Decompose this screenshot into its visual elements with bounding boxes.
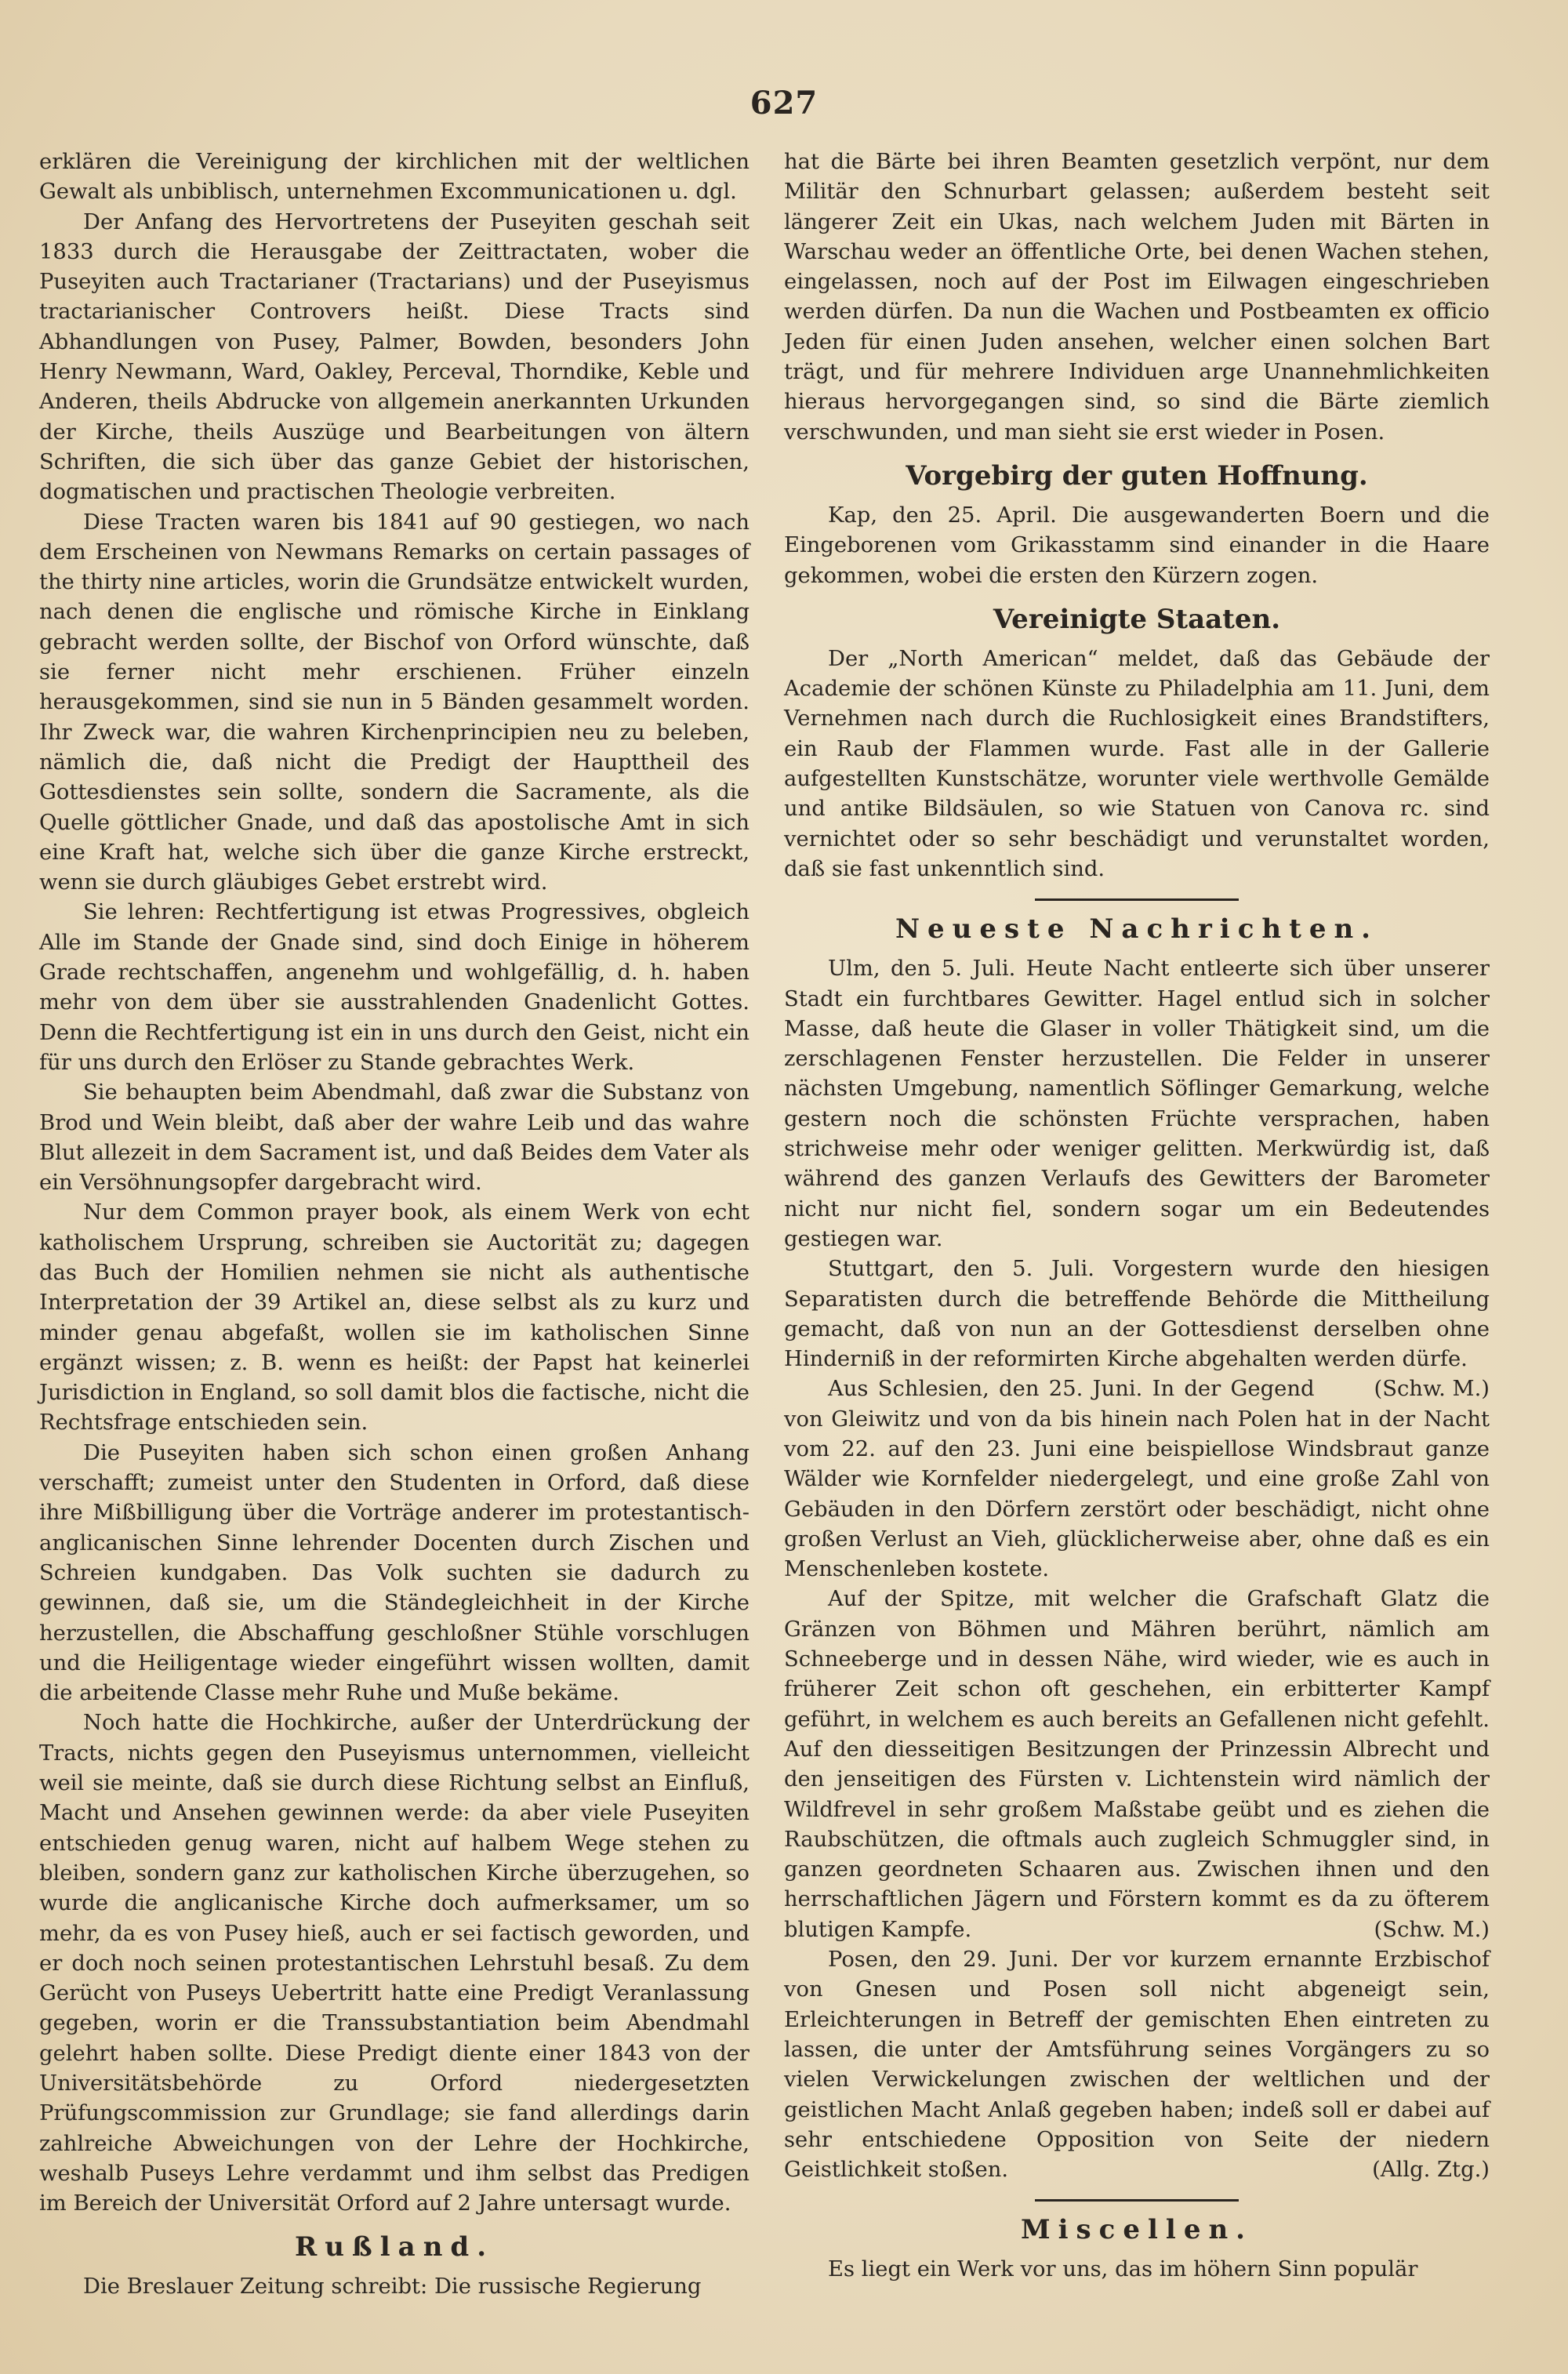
posen-text: Posen, den 29. Juni. Der vor kurzem ernannte Erzbischof von Gnesen und Posen soll nicht abgeneigt sein, Erleichterungen in Betreff der gemischten Ehen eintreten zu lassen, die unter der Amtsführung seines Vorgängers zu so vielen Verwickelungen zwischen der weltlichen und der geistlichen Macht Anlaß gegeben haben; indeß soll er dabei auf sehr entschiedene Opposition von Seite der niedern Geistlichkeit stoßen. — [784, 1947, 1490, 2183]
posen-source: (Allg. Ztg.) — [1372, 2158, 1490, 2183]
right-column — [784, 147, 1490, 2285]
glatz-text: Auf der Spitze, mit welcher die Grafschaft Glatz die Gränzen von Böhmen und Mähren berührt, nämlich am Schneeberge und in dessen Nähe, wird wieder, wie es auch in früherer Zeit schon oft geschehen, ein erbitterter Kampf geführt, in welchem es auch bereits an Gefallenen nicht gefehlt. Auf den diesseitigen Besitzungen der Prinzessin Albrecht und den jenseitigen des Fürsten v. Lichtenstein wird nämlich der Wildfrevel in sehr großem Maßstabe geübt und es ziehen die Raubschützen, die oftmals auch zugleich Schmuggler sind, in ganzen geordneten Schaaren aus. Zwischen ihnen und den herrschaftlichen Jägern und Förstern kommt es da zu öfterem blutigen Kampfe. — [784, 1587, 1490, 1942]
left-paragraph-2: Der Anfang des Hervortretens der Puseyiten geschah seit 1833 durch die Herausgabe der Zeittractaten, wober die Puseyiten auch Tractarianer (Tractarians) und der Puseyismus tractarianischer Controvers heißt. Diese Tracts sind Abhandlungen von Pusey, Palmer, Bowden, besonders John Henry Newmann, Ward, Oakley, Perceval, Thorndike, Keble und Anderen, theils Abdrucke von allgemein anerkannten Urkunden der Kirche, theils Auszüge und Bearbeitungen von ältern Schriften, die sich über das ganze Gebiet der historischen, dogmatischen und practischen Theologie verbreiten. — [39, 209, 750, 505]
heading-miscellen: Miscellen. — [1020, 2214, 1254, 2246]
section-divider-2 — [1035, 2199, 1239, 2202]
stuttgart-paragraph — [784, 1254, 1490, 1402]
heading-russland: Rußland. — [294, 2231, 495, 2263]
left-paragraph-1: erklären die Vereinigung der kirchlichen mit der weltlichen Gewalt als unbiblisch, unternehmen Excommunicationen u. dgl. — [39, 150, 750, 205]
heading-vereinigte-staaten: Vereinigte Staaten. — [993, 603, 1281, 635]
page-number: 627 — [750, 85, 818, 122]
posen-paragraph — [784, 1945, 1490, 2185]
left-paragraph-7: Die Puseyiten haben sich schon einen großen Anhang verschafft; zumeist unter den Studenten in Orford, daß diese ihre Mißbilligung über die Vorträge anderer im protestantisch-anglicanischen Sinne lehrender Docenten durch Zischen und Schreien kundgaben. Das Volk suchten sie dadurch zu gewinnen, daß sie, um die Ständegleichheit in der Kirche herzustellen, die Abschaffung geschloßner Stühle vorschlugen und die Heiligentage wieder eingeführt wissen wollten, damit die arbeitende Classe mehr Ruhe und Muße bekäme. — [39, 1440, 750, 1706]
russland-paragraph: Die Breslauer Zeitung schreibt: Die russische Regierung — [83, 2274, 702, 2300]
miscellen-paragraph: Es liegt ein Werk vor uns, das im höhern Sinn populär — [828, 2257, 1418, 2282]
left-paragraph-3: Diese Tracten waren bis 1841 auf 90 gestiegen, wo nach dem Erscheinen von Newmans Remarks on certain passages of the thirty nine articles, worin die Grundsätze entwickelt wurden, nach denen die englische und römische Kirche in Einklang gebracht werden sollte, der Bischof von Orford wünschte, daß sie ferner nicht mehr erschienen. Früher einzeln herausgekommen, sind sie nun in 5 Bänden gesammelt worden. Ihr Zweck war, die wahren Kirchenprincipien neu zu beleben, nämlich die, daß nicht die Predigt der Haupttheil des Gottesdienstes sein sollte, sondern die Sacramente, als die Quelle göttlicher Gnade, und daß das apostolische Amt in sich eine Kraft hat, welche sich über die ganze Kirche erstreckt, wenn sie durch gläubiges Gebet erstrebt wird. — [39, 510, 750, 895]
glatz-paragraph — [784, 1584, 1490, 1945]
stuttgart-text: Stuttgart, den 5. Juli. Vorgestern wurde den hiesigen Separatisten durch die betreffende Behörde die Mittheilung gemacht, daß von nun an der Gottesdienst derselben ohne Hinderniß in der reformirten Kirche abgehalten werden dürfe. — [784, 1257, 1490, 1372]
schlesien-paragraph: Aus Schlesien, den 25. Juni. In der Gegend von Gleiwitz und von da bis hinein nach Polen hat in der Nacht vom 22. auf den 23. Juni eine beispiellose Windsbraut ganze Wälder wie Kornfelder niedergelegt, und eine große Zahl von Gebäuden in den Dörfern zerstört oder beschädigt, nicht ohne großen Verlust an Vieh, glücklicherweise aber, ohne daß es ein Menschenleben kostete. — [784, 1377, 1490, 1582]
left-paragraph-6: Nur dem Common prayer book, als einem Werk von echt katholischem Ursprung, schreiben sie Auctorität zu; dagegen das Buch der Homilien nehmen sie nicht als authentische Interpretation der 39 Artikel an, diese selbst als zu kurz und minder genau abgefaßt, wollen sie im katholischen Sinne ergänzt wissen; z. B. wenn es heißt: der Papst hat keinerlei Jurisdiction in England, so soll damit blos die factische, nicht die Rechtsfrage entschieden sein. — [39, 1200, 750, 1436]
heading-neueste-nachrichten: Neueste Nachrichten. — [895, 913, 1379, 946]
stuttgart-source: (Schw. M.) — [1374, 1377, 1490, 1402]
left-column — [39, 147, 750, 2303]
russland-continued: hat die Bärte bei ihren Beamten gesetzlich verpönt, nur dem Militär den Schnurbart gelassen; außerdem besteht seit längerer Zeit ein Ukas, nach welchem Juden mit Bärten in Warschau weder an öffentliche Orte, bei denen Wachen stehen, eingelassen, noch auf der Post im Eilwagen eingeschrieben werden dürfen. Da nun die Wachen und Postbeamten ex officio Jeden für einen Juden ansehen, welcher einen solchen Bart trägt, und für mehrere Individuen arge Unannehmlichkeiten hieraus hervorgegangen sind, so sind die Bärte ziemlich verschwunden, und man sieht sie erst wieder in Posen. — [784, 150, 1490, 445]
glatz-source: (Schw. M.) — [1374, 1917, 1490, 1942]
section-divider — [1035, 898, 1239, 901]
left-paragraph-8: Noch hatte die Hochkirche, außer der Unterdrückung der Tracts, nichts gegen den Puseyismus unternommen, vielleicht weil sie meinte, daß sie durch diese Richtung selbst an Einfluß, Macht und Ansehen gewinnen werde: da aber viele Puseyiten entschieden genug waren, nicht auf halbem Wege stehen zu bleiben, sondern ganz zur katholischen Kirche überzugehen, so wurde die anglicanische Kirche doch aufmerksamer, um so mehr, da es von Pusey hieß, auch er sei factisch geworden, und er doch noch seinen protestantischen Lehrstuhl besaß. Zu dem Gerücht von Puseys Uebertritt hatte eine Predigt Veranlassung gegeben, worin er die Transsubstantiation beim Abendmahl gelehrt haben sollte. Diese Predigt diente einer 1843 von der Universitätsbehörde zu Orford niedergesetzten Prüfungscommission zur Grundlage; sie fand allerdings darin zahlreiche Abweichungen von der Lehre der Hochkirche, weshalb Puseys Lehre verdammt und ihm selbst das Predigen im Bereich der Universität Orford auf 2 Jahre untersagt wurde. — [39, 1711, 750, 2216]
left-paragraph-5: Sie behaupten beim Abendmahl, daß zwar die Substanz von Brod und Wein bleibt, daß aber der wahre Leib und das wahre Blut allezeit in dem Sacrament ist, und daß Beides dem Vater als ein Versöhnungsopfer dargebracht wird. — [39, 1080, 750, 1196]
ulm-paragraph: Ulm, den 5. Juli. Heute Nacht entleerte sich über unserer Stadt ein furchtbares Gewitter. Hagel entlud sich in solcher Masse, daß heute die Glaser in voller Thätigkeit sind, um die zerschlagenen Fenster herzustellen. Die Felder in unserer nächsten Umgebung, namentlich Söflinger Gemarkung, welche gestern noch die schönsten Früchte versprachen, haben strichweise mehr oder weniger gelitten. Merkwürdig ist, daß während des ganzen Verlaufs des Gewitters der Barometer nicht nur nicht fiel, sondern sogar um ein Bedeutendes gestiegen war. — [784, 956, 1490, 1251]
heading-vorgebirg: Vorgebirg der guten Hoffnung. — [906, 459, 1368, 492]
staaten-paragraph: Der „North American“ meldet, daß das Gebäude der Academie der schönen Künste zu Philadelphia am 11. Juni, dem Vernehmen nach durch die Ruchlosigkeit eines Brandstifters, ein Raub der Flammen wurde. Fast alle in der Gallerie aufgestellten Kunstschätze, worunter viele werthvolle Gemälde und antike Bildsäulen, so wie Statuen von Canova rc. sind vernichtet oder so sehr beschädigt und verunstaltet worden, daß sie fast unkenntlich sind. — [784, 646, 1490, 881]
left-paragraph-4: Sie lehren: Rechtfertigung ist etwas Progressives, obgleich Alle im Stande der Gnade sind, sind doch Einige in höherem Grade rechtschaffen, angenehm und wohlgefällig, d. h. haben mehr von dem über sie ausstrahlenden Gnadenlicht Gottes. Denn die Rechtfertigung ist ein in uns durch den Geist, nicht ein für uns durch den Erlöser zu Stande gebrachtes Werk. — [39, 900, 750, 1075]
vorgebirg-paragraph: Kap, den 25. April. Die ausgewanderten Boern und die Eingeborenen vom Grikasstamm sind einander in die Haare gekommen, wobei die ersten den Kürzern zogen. — [784, 503, 1490, 588]
